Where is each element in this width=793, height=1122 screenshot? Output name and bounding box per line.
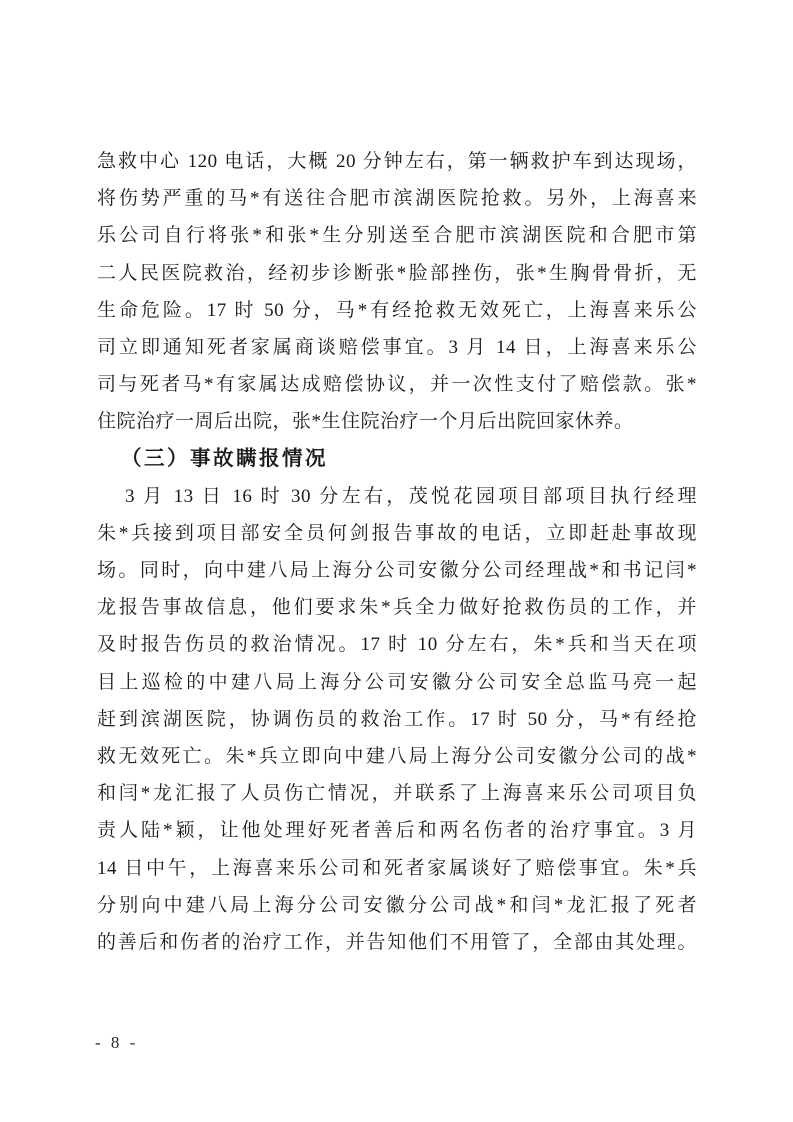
text-line: 分别向中建八局上海分公司安徽分公司战*和闫*龙汇报了死者 [97,894,697,916]
text-line: 乐公司自行将张*和张*生分别送至合肥市滨湖医院和合肥市第 [97,225,697,247]
page-number: - 8 - [95,1033,139,1052]
text-line: 14 日中午，上海喜来乐公司和死者家属谈好了赔偿事宜。朱*兵 [97,857,697,879]
text-line: 目上巡检的中建八局上海分公司安徽分公司安全总监马亮一起 [97,671,697,693]
text-line: 住院治疗一周后出院，张*生住院治疗一个月后出院回家休养。 [97,411,634,433]
section-heading: （三）事故瞒报情况 [121,447,328,470]
text-line: 司立即通知死者家属商谈赔偿事宜。3 月 14 日，上海喜来乐公 [97,336,697,358]
text-line: 赶到滨湖医院，协调伤员的救治工作。17 时 50 分，马*有经抢 [97,708,697,730]
text-line: 救无效死亡。朱*兵立即向中建八局上海分公司安徽分公司的战* [97,746,697,767]
text-line: 的善后和伤者的治疗工作，并告知他们不用管了，全部由其处理。 [97,931,697,953]
text-line: 将伤势严重的马*有送往合肥市滨湖医院抢救。另外，上海喜来 [97,188,697,210]
text-line: 龙报告事故信息，他们要求朱*兵全力做好抢救伤员的工作，并 [97,597,697,619]
text-line: 及时报告伤员的救治情况。17 时 10 分左右，朱*兵和当天在项 [97,634,697,656]
text-line: 急救中心 120 电话，大概 20 分钟左右，第一辆救护车到达现场， [97,151,697,172]
text-line: 场。同时，向中建八局上海分公司安徽分公司经理战*和书记闫* [97,560,697,582]
text-line: 责人陆*颖，让他处理好死者善后和两名伤者的治疗事宜。3 月 [97,820,697,842]
text-line: 和闫*龙汇报了人员伤亡情况，并联系了上海喜来乐公司项目负 [97,783,697,805]
text-line: 二人民医院救治，经初步诊断张*脸部挫伤，张*生胸骨骨折，无 [97,262,697,284]
document-body [97,143,697,961]
text-line: 生命危险。17 时 50 分，马*有经抢救无效死亡，上海喜来乐公 [97,299,697,321]
text-line: 3 月 13 日 16 时 30 分左右，茂悦花园项目部项目执行经理 [125,485,697,507]
text-line: 司与死者马*有家属达成赔偿协议，并一次性支付了赔偿款。张* [97,374,697,396]
text-line: 朱*兵接到项目部安全员何剑报告事故的电话，立即赶赴事故现 [97,522,697,544]
